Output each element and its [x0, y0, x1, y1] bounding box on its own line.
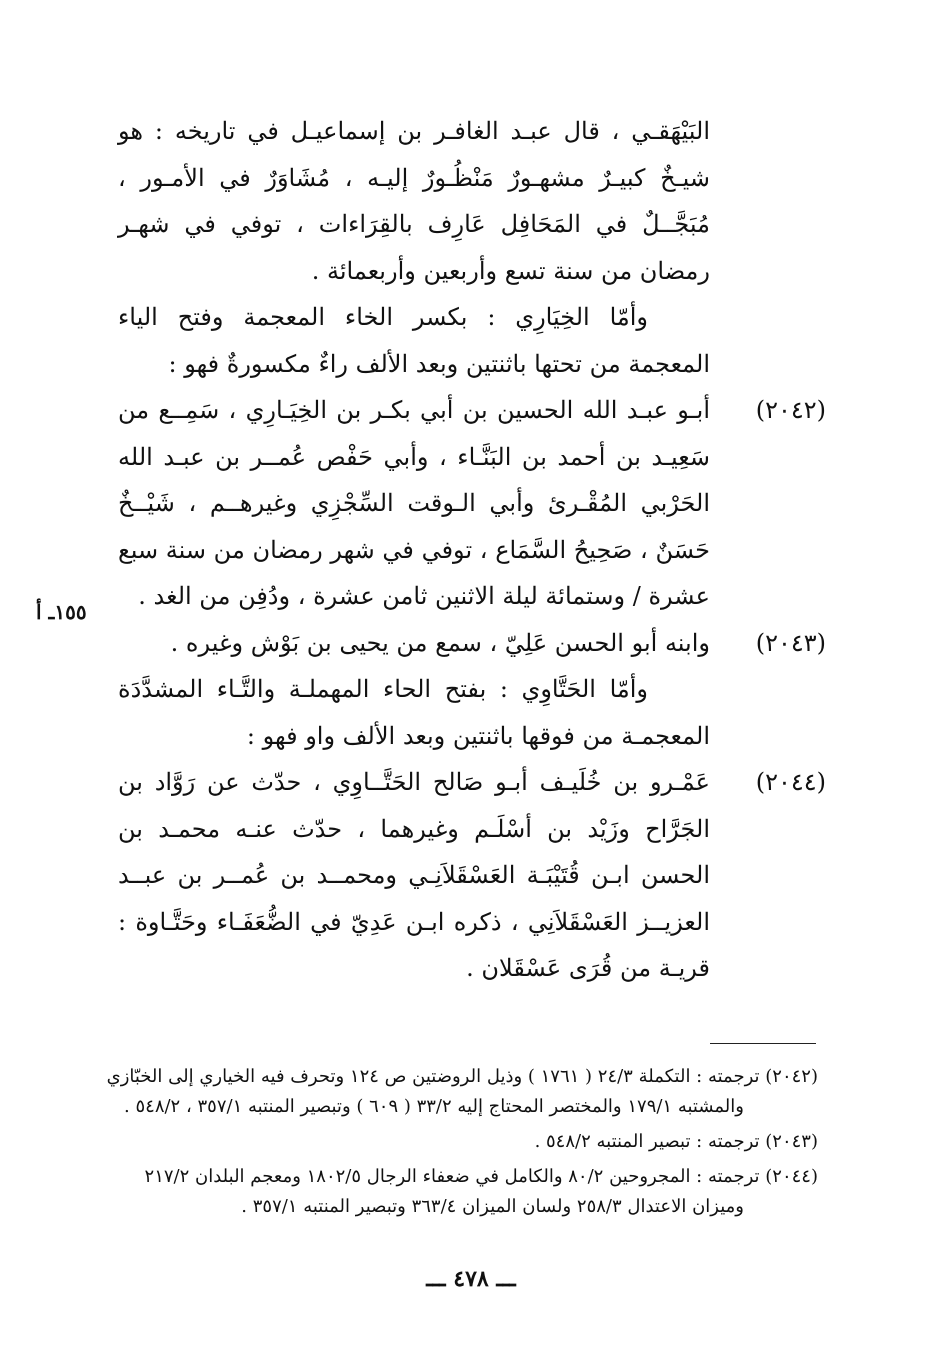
entry-2043	[118, 620, 826, 667]
entry-number: (٢٠٤٤)	[755, 768, 826, 796]
paragraph-hattawi-heading: وأمّا الحَتَّاوِي : بفتح الحاء المهملـة والتَّـاء المشدَّدَة المعجمـة من فوقها باثنتين وبعد الألف واو فهو :	[118, 675, 710, 750]
footnote-label: (٢٠٤٣)	[765, 1131, 818, 1152]
paragraph-khiyari-heading: وأمّا الخِيَارِي : بكسر الخاء المعجمة وفتح الياء المعجمة من تحتها باثنتين وبعد الألف راءٌ مكسورةٌ فهو :	[118, 303, 710, 378]
footnote-text: ترجمته : تبصير المنتبه ٥٤٨/٢ .	[534, 1131, 760, 1152]
entry-2044	[118, 759, 826, 992]
footnote-text-continued: والمشتبه ١٧٩/١ والمختصر المحتاج إليه ٣٣/٢ ( ٦٠٩ ) وتبصير المنتبه ٣٥٧/١ ، ٥٤٨/٢ .	[124, 1096, 744, 1117]
entry-text: أبـو عبـد الله الحسين بن أبي بكـر بن الخِيَـارِي ، سَمِــع من سَعِيـد بن أحمد بن البَنَّـاء ، وأبي حَفْص عُمــر بن عبـد الله الحَرْبي المُقْـرئ وأبي الـوقت السِّجْزِي وغيرهــم ، شَيْــخٌ حَسَنٌ ، صَحِيحُ السَّمَاع ، توفي في شهر رمضان من سنة سبع عشرة / وستمائة ليلة الاثنين ثامن عشرة ، ودُفِن من الغد .	[118, 396, 710, 610]
entry-2042	[118, 387, 826, 620]
footnote-text-continued: وميزان الاعتدال ٢٥٨/٣ ولسان الميزان ٣٦٣/٤ وتبصير المنتبه ٣٥٧/١ .	[241, 1196, 744, 1217]
footnotes	[62, 1062, 818, 1227]
manuscript-folio-note: ١٥٥ـ أ	[36, 600, 87, 624]
page-number: ـــ ٤٧٨ ـــ	[426, 1266, 516, 1292]
paragraph-bayhaqi: البَيْهَقـي ، قال عبـد الغافـر بن إسماعيـل في تاريخه : هو شيـخٌ كبيـرٌ مشهـورٌ مَنْظُـورٌ إليـه ، مُشَاوَرٌ في الأمـور ، مُبَجَّــلٌ في المَحَافِل عَارِف بالقِرَاءات ، توفي في شهـر رمضان من سنة تسع وأربعين وأربعمائة .	[118, 117, 710, 285]
entry-text: عَمْـرو بن خُلَيـف أبـو صَالح الحَتَّــاوِي ، حدّث عن رَوَّاد بن الجَرَّاح وزَيْد بن أسْلَـم وغيرهما ، حدّث عنـه محمـد بن الحسن ابـن قُتَيْبَـة العَسْقَلاَنِـي ومحمــد بن عُمــر بن عبــد العزيــز العَسْقَلاَنِي ، ذكره ابـن عَدِيّ في الضُّعَفَـاء وحَتَّـاوة : قريـة من قُرَى عَسْقَلان .	[118, 768, 711, 982]
footnote-2043	[62, 1127, 818, 1157]
footnote-label: (٢٠٤٢)	[765, 1066, 818, 1087]
footnote-2044	[62, 1162, 818, 1222]
entry-number: (٢٠٤٢)	[755, 396, 826, 424]
footnote-text: ترجمته : المجروحين ٨٠/٢ والكامل في ضعفاء الرجال ١٨٠٢/٥ ومعجم البلدان ٢١٧/٢	[144, 1166, 760, 1187]
main-text	[118, 108, 826, 992]
entry-text: وابنه أبو الحسن عَلِيّ ، سمع من يحيى بن بَوْش وغيره .	[170, 628, 710, 657]
footnote-divider	[710, 1043, 816, 1044]
entry-number: (٢٠٤٣)	[755, 628, 826, 657]
footnote-label: (٢٠٤٤)	[765, 1166, 818, 1187]
footnote-2042	[62, 1062, 818, 1122]
footnote-text: ترجمته : التكملة ٢٤/٣ ( ١٧٦١ ) وذيل الروضتين ص ١٢٤ وتحرف فيه الخياري إلى الخبّازي	[106, 1066, 760, 1087]
